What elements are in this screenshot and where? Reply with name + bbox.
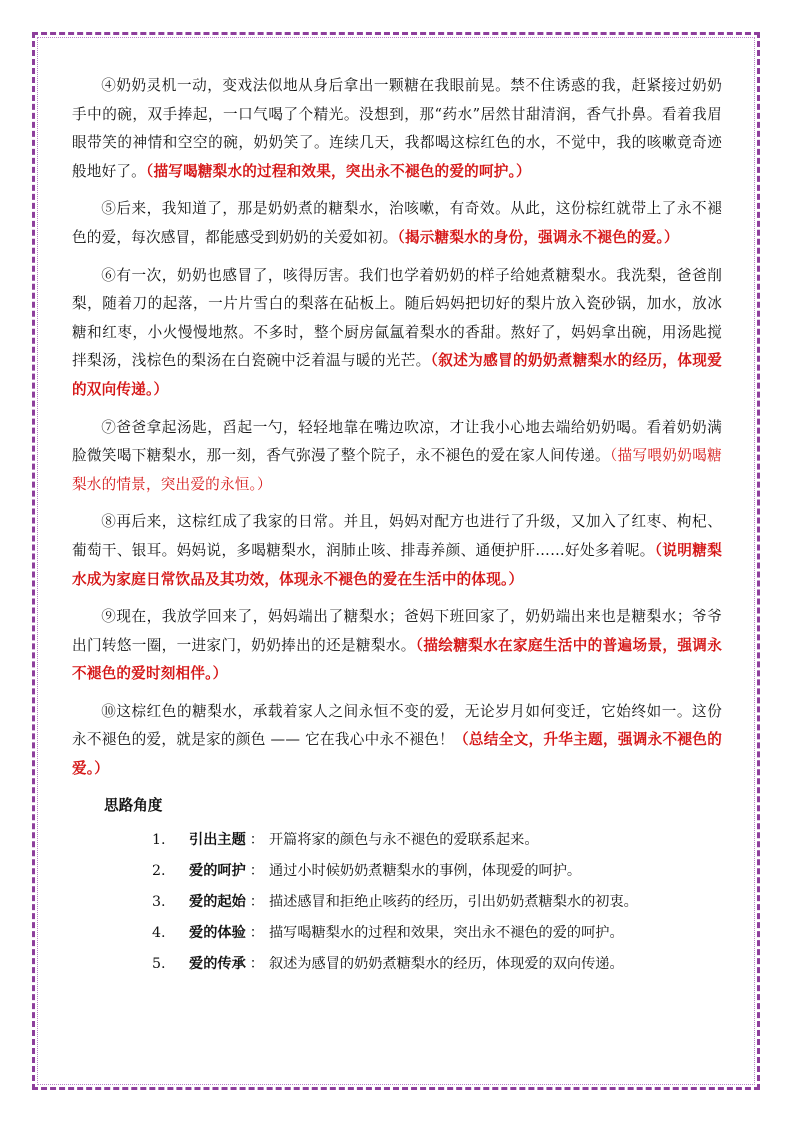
paragraph-text: ⑦爸爸拿起汤匙，舀起一勺，轻轻地靠在嘴边吹凉，才让我小心地去端给奶奶喝。看着奶奶满脸微笑喝下糖梨水，那一刻，香气弥漫了整个院子，永不褪色的爱在家人间传递。 <box>72 418 722 465</box>
annotation: （描写喂奶奶喝糖梨水的情景，突出爱的永恒。） <box>72 447 722 493</box>
paragraph-7 <box>72 414 722 500</box>
item-number: 1. <box>152 831 166 848</box>
paragraph-9 <box>72 603 722 689</box>
paragraph-text: ⑧再后来，这棕红成了我家的日常。并且，妈妈对配方也进行了升级，又加入了红枣、枸杞、葡萄干、银耳。妈妈说，多喝糖梨水，润肺止咳、排毒养颜、通便护肝……好处多着呢。 <box>72 513 722 559</box>
item-description: 开篇将家的颜色与永不褪色的爱联系起来。 <box>268 831 539 848</box>
paragraph-text: ⑥有一次，奶奶也感冒了，咳得厉害。我们也学着奶奶的样子给她煮糖梨水。我洗梨，爸爸削梨，随着刀的起落，一片片雪白的梨落在砧板上。随后妈妈把切好的梨片放入瓷砂锅，加水，放冰糖和红枣，小火慢慢地熬。不多时，整个厨房氤氲着梨水的香甜。熬好了，妈妈拿出碗，用汤匙搅拌梨汤，浅棕色的梨汤在白瓷碗中泛着温与暖的光芒。 <box>72 266 722 370</box>
paragraph-5 <box>72 195 722 252</box>
paragraph-4 <box>72 72 722 186</box>
item-term: 爱的呵护 <box>189 862 246 879</box>
item-separator: ： <box>249 862 264 879</box>
list-item <box>72 887 722 918</box>
annotation: （叙述为感冒的奶奶煮糖梨水的经历，体现爱的双向传递。） <box>72 352 722 398</box>
annotation: （描绘糖梨水在家庭生活中的普遍场景，强调永不褪色的爱时刻相伴。） <box>72 636 723 683</box>
item-term: 引出主题 <box>189 831 246 848</box>
list-item <box>72 949 722 980</box>
section-title: 思路角度 <box>104 796 163 814</box>
item-separator: ： <box>249 894 264 911</box>
item-number: 3. <box>152 894 166 911</box>
annotation: （总结全文，升华主题，强调永不褪色的爱。） <box>72 731 722 778</box>
annotation: （描写喝糖梨水的过程和效果，突出永不褪色的爱的呵护。） <box>145 162 531 180</box>
item-separator: ： <box>249 956 264 973</box>
item-separator: ： <box>249 831 264 848</box>
paragraph-text: ⑩这棕红色的糖梨水，承载着家人之间永恒不变的爱，无论岁月如何变迁，它始终如一。这份永不褪色的爱，就是家的颜色 —— 它在我心中永不褪色！ <box>72 702 722 749</box>
paragraph-text: ⑤后来，我知道了，那是奶奶煮的糖梨水，治咳嗽，有奇效。从此，这份棕红就带上了永不褪色的爱，每次感冒，都能感受到奶奶的关爱如初。 <box>72 200 722 246</box>
list-item <box>72 918 722 949</box>
list-item <box>72 825 722 856</box>
item-description: 描述感冒和拒绝止咳药的经历，引出奶奶煮糖梨水的初衷。 <box>268 894 638 911</box>
paragraph-6 <box>72 262 722 405</box>
paragraph-text: ④奶奶灵机一动，变戏法似地从身后拿出一颗糖在我眼前晃。禁不住诱惑的我，赶紧接过奶奶手中的碗，双手捧起，一口气喝了个精光。没想到，那“药水”居然甘甜清润，香气扑鼻。看着我眉眼带笑的神情和空空的碗，奶奶笑了。连续几天，我都喝这棕红色的水，不觉中，我的咳嗽竟奇迹般地好了。 <box>72 77 722 180</box>
item-number: 2. <box>152 862 166 879</box>
item-description: 叙述为感冒的奶奶煮糖梨水的经历，体现爱的双向传递。 <box>268 956 624 973</box>
paragraph-10 <box>72 698 722 784</box>
item-description: 描写喝糖梨水的过程和效果，突出永不褪色的爱的呵护。 <box>268 925 624 942</box>
list-item <box>72 856 722 887</box>
item-term: 爱的起始 <box>189 894 246 911</box>
item-number: 5. <box>152 956 166 973</box>
item-term: 爱的传承 <box>189 956 246 973</box>
annotation: （说明糖梨水成为家庭日常饮品及其功效，体现永不褪色的爱在生活中的体现。） <box>72 541 722 588</box>
annotation: （揭示糖梨水的身份，强调永不褪色的爱。） <box>397 228 679 246</box>
item-separator: ： <box>249 925 264 942</box>
paragraph-text: ⑨现在，我放学回来了，妈妈端出了糖梨水；爸妈下班回家了，奶奶端出来也是糖梨水；爷爷出门转悠一圈，一进家门，奶奶捧出的还是糖梨水。 <box>72 608 722 654</box>
essay-body <box>72 72 722 981</box>
item-term: 爱的体验 <box>189 925 246 942</box>
paragraph-8 <box>72 508 722 594</box>
item-number: 4. <box>152 925 166 942</box>
item-description: 通过小时候奶奶煮糖梨水的事例，体现爱的呵护。 <box>268 862 582 879</box>
idea-list <box>72 825 722 981</box>
